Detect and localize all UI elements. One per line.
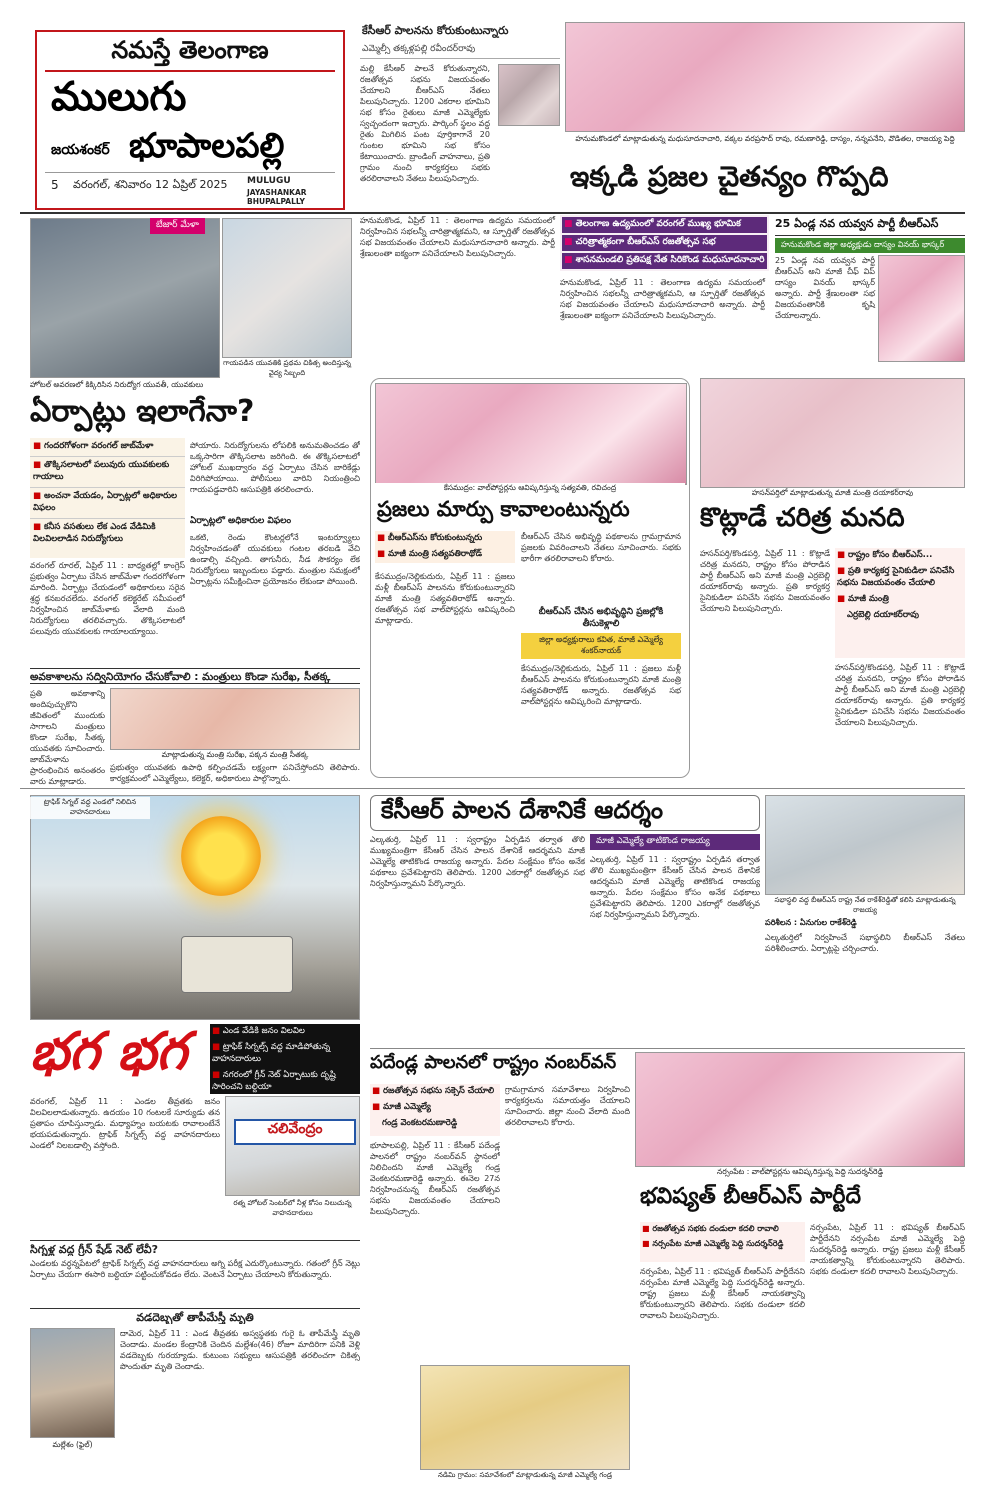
brs-25-body: 25 ఏండ్ల నవ యవ్వన పార్టీ బీఆర్ఎస్ అని మాజీ చీఫ్ విప్ దాస్యం వినయ్ భాస్కర్ అన్నారు. పార్టీ శ్రేణులంతా సభ విజయవంతానికి కృషి చేయాలన్నారు.	[775, 256, 875, 320]
kottlade-bullet-4: ఎర్రబెల్లి దయాకర్‌రావు	[847, 610, 920, 620]
heatstroke-body: దామెర, ఏప్రిల్ 11 : ఎండ తీవ్రతకు అస్వస్థతకు గురై ఓ తాపీమేస్త్రీ మృతి చెందాడు. మండల కేంద్రానికి చెందిన మల్లేశం(46) రోజూ మాదిరిగా పనికి వెళ్లి వడదెబ్బకు గురయ్యాడు. కుటుంబ సభ్యులు ఆసుపత్రికి తరలించగా చికిత్స పొందుతూ మృతి చెందాడు.	[120, 1329, 360, 1371]
arrangements-subhead: ఏర్పాట్లలో అధికారుల విఫలం	[190, 516, 292, 526]
telangana-line-1: ■ తెలంగాణ ఉద్యమంలో వరంగల్ ముఖ్య భూమిక	[562, 217, 767, 233]
bhaga-body: వరంగల్, ఏప్రిల్ 11 : ఎండల తీవ్రతకు జనం విలవిలలాడుతున్నారు. ఉదయం 10 గంటలకే సూర్యుడు తన ప్రతాపం చూపిస్తున్నాడు. మధ్యాహ్నం బయటకు రావాలంటేనే భయపడుతున్నారు. ట్రాఫిక్ సిగ్నల్స్ వద్ద వాహనదారులు ఎండలో నిలబడాల్సి వస్తోంది.	[30, 1097, 220, 1150]
brs-25-headline: 25 ఏండ్ల నవ యవ్వన పార్టీ బీఆర్ఎస్	[775, 215, 965, 236]
ministers-headline: అవకాశాలను సద్వినియోగం చేసుకోవాలి : మంత్రులు కొండా సురేఖ, సీతక్క	[30, 668, 360, 684]
edition-en-2: JAYASHANKAR BHUPALPALLY	[247, 188, 307, 206]
bus-shape	[181, 936, 293, 993]
first-aid-photo-caption: గాయపడిన యువతికి ప్రథమ చికిత్స అందిస్తున్న వైద్య సిబ్బంది	[222, 358, 352, 380]
page-number: 5	[51, 178, 59, 192]
center-article-body-right: బీఆర్ఎస్ చేసిన అభివృద్ధి పథకాలను గ్రామగ్రామాన ప్రజలకు వివరించాలని నేతలు సూచించారు. సభకు భారీగా తరలిరావాలని కోరారు.	[521, 532, 681, 563]
bazaar-tag: బేజార్ మేళా	[150, 218, 205, 234]
kcr-ideal-photo	[765, 795, 965, 895]
number-one-bullet-1: ■ రజతోత్సవ సభను సక్సెస్ చేయాలి	[370, 1084, 500, 1100]
edition-en-1: MULUGU	[247, 176, 291, 186]
water-cart-banner: చలివేంద్రం	[234, 1119, 356, 1145]
district-title-small: జయశంకర్	[51, 142, 110, 158]
kottlade-body-2: హసన్‌పర్తి/కొండపర్తి, ఏప్రిల్ 11 : కొట్లాడే చరిత్ర మనదని, రాష్ట్రం కోసం పోరాడిన పార్టీ బీఆర్ఎస్ అని మాజీ మంత్రి ఎర్రబెల్లి దయాకర్‌రావు అన్నారు. ప్రతి కార్యకర్త సైనికుడిలా పనిచేసి సభను విజయవంతం చేయాలని పిలుపునిచ్చారు.	[835, 663, 965, 727]
bhaga-bullet-3: ■ నగరంలో గ్రీన్ నెట్ ఏర్పాటుకు దృష్టి సారించని బల్దియా	[210, 1068, 360, 1094]
heatstroke-victim-photo	[30, 1328, 115, 1438]
future-photo	[635, 1052, 965, 1167]
kcr-ideal-body-2: ఎల్కతుర్తి, ఏప్రిల్ 11 : స్వరాష్ట్రం ఏర్పడిన తర్వాత తొలి ముఖ్యమంత్రిగా కేసీఆర్ చేసిన పాలన దేశానికే ఆదర్శమని మాజీ ఎమ్మెల్యే తాటికొండ రాజయ్య అన్నారు. పేదల సంక్షేమం కోసం అనేక పథకాలు ప్రవేశపెట్టారని తెలిపారు. 1200 ఎకరాల్లో రజతోత్సవ సభ నిర్వహిస్తున్నామని పేర్కొన్నారు.	[590, 855, 760, 919]
story-byline: ఎమ్మెల్సీ తక్కళ్లపల్లి రవీందర్‌రావు	[360, 42, 560, 59]
water-cart-caption: రత్న హోటల్ సెంటర్‌లో నీళ్ల కోసం నిలుచున్న వాహనదారులు	[225, 1198, 360, 1232]
future-body: నర్సంపేట, ఏప్రిల్ 11 : భవిష్యత్ బీఆర్ఎస్ పార్టీదేనని నర్సంపేట మాజీ ఎమ్మెల్యే పెద్ది సుదర్శన్‌రెడ్డి అన్నారు. రాష్ట్ర ప్రజలు మళ్లీ కేసీఆర్ నాయకత్వాన్ని కోరుకుంటున్నారని తెలిపారు. సభకు దండులా కదలి రావాలని పిలుపునిచ్చారు.	[640, 1267, 805, 1320]
district-title-bhupalpally: భూపాలపల్లి	[129, 126, 285, 166]
story-body: మల్లి కేసీఆర్ పాలనే కోరుతున్నారని, రజతోత్సవ సభను విజయవంతం చేయాలని బీఆర్ఎస్ నేతలు పిలుపునిచ్చారు. 1200 ఎకరాల భూమిని సభ కోసం రైతులు మాజీ ఎమ్మెల్యేకు స్వచ్ఛందంగా ఇచ్చారు. పార్కింగ్ స్థలం వద్ద రైతు మిగిలిన పంట పూర్తికాగానే 20 గుంటల భూమిని సభ కోసం కేటాయించారు. బ్రాండింగ్ వాహనాలు, ప్రతి గ్రామం నుంచి కార్యకర్తలు సభకు తరలిరావాలని నేతలు పిలుపునిచ్చారు.	[360, 64, 490, 183]
center-article-photo-caption: కేసముద్రం: వాల్‌పోస్టర్లను ఆవిష్కరిస్తున్న సత్యవతి, రవిచంద్ర	[375, 483, 685, 495]
traffic-photo-caption: ట్రాఫిక్ సిగ్నల్ వద్ద ఎండలో నిలిచిన వాహనదారులు	[30, 797, 150, 819]
arr-bullet-3: ■ అంచనా వేయడం, ఏర్పాట్లలో అధికారుల విఫలం	[30, 488, 185, 519]
number-one-photo-caption: నడిమి గ్రామం: సమావేశంలో మాట్లాడుతున్న మాజీ ఎమ్మెల్యే గండ్ర	[420, 1470, 630, 1482]
ministers-photo	[110, 688, 360, 750]
ministers-body-2: ప్రభుత్వం యువతకు ఉపాధి కల్పించడమే లక్ష్యంగా పనిచేస్తోందని తెలిపారు. కార్యక్రమంలో ఎమ్మెల్యేలు, కలెక్టర్, అధికారులు పాల్గొన్నారు.	[110, 763, 360, 783]
ministers-photo-caption: మాట్లాడుతున్న మంత్రి సురేఖ, పక్కన మంత్రి సీతక్క	[110, 750, 360, 760]
brand-name: నమస్తే తెలంగాణ	[111, 36, 269, 64]
kottlade-bullets	[835, 548, 965, 658]
arrangements-body-3: ఒకటి, రెండు కౌంటర్లలోనే ఇంటర్వ్యూలు నిర్వహించడంతో యువకులు గంటల తరబడి వేచి ఉండాల్సి వచ్చింది. తాగునీరు, నీడ సౌకర్యం లేక నిరుద్యోగులు ఇబ్బందులు పడ్డారు. మంత్రుల సమక్షంలో ఏర్పాట్లను సమీక్షించినా ప్రయోజనం లేకుండా పోయింది.	[190, 533, 360, 586]
kcr-ideal-photo-caption: సభాస్థలి వద్ద బీఆర్ఎస్ రాష్ట్ర నేత రాకేశ్‌రెడ్డితో కలిసి మాట్లాడుతున్న రాజయ్య	[765, 895, 965, 917]
mugshot-image	[498, 64, 560, 126]
masthead	[35, 30, 345, 210]
telangana-body: హనుమకొండ, ఏప్రిల్ 11 : తెలంగాణ ఉద్యమ సమయంలో నిర్వహించిన సభలన్నీ చారిత్రాత్మకమని, ఆ స్ఫూర్తితో రజతోత్సవ సభ విజయవంతం చేయాలని మధుసూదనాచారి అన్నారు. పార్టీ శ్రేణులంతా ఐక్యంగా పనిచేయాలని పిలుపునిచ్చారు.	[360, 216, 555, 258]
arrangements-body-1: వరంగల్ రూరల్, ఏప్రిల్ 11 : బాధ్యతల్లో కాంగ్రెస్ ప్రభుత్వం ఏర్పాటు చేసిన జాబ్‌మేళా గందరగోళంగా మారింది. ఏర్పాట్లు చేయడంలో అధికారులు సరైన శ్రద్ధ కనబరచలేదు. వరంగల్ కలెక్టరేట్ సమీపంలో నిర్వహించిన జాబ్‌మేళాకు వేలాది మంది నిరుద్యోగులు తరలివచ్చారు. తొక్కిసలాటలో పలువురు యువకులకు గాయాలయ్యాయి.	[30, 561, 185, 636]
kottlade-headline: కొట్లాడే చరిత్ర మనది	[700, 503, 905, 533]
arrangements-headline: ఏర్పాట్లు ఇలాగేనా?	[30, 394, 255, 429]
brs-25-article	[775, 215, 965, 365]
center-article-photo	[375, 383, 687, 485]
kottlade-photo	[700, 378, 965, 488]
kottlade-bullet-1: ■ రాష్ట్రం కోసం బీఆర్ఎస్...	[835, 548, 965, 564]
brs-leaders-photo	[565, 22, 965, 132]
future-photo-caption: నర్సంపేట : వాల్‌పోస్టర్లను ఆవిష్కరిస్తున్న పెద్ది సుదర్శన్‌రెడ్డి	[635, 1167, 965, 1179]
kottlade-body: హసన్‌పర్తి/కొండపర్తి, ఏప్రిల్ 11 : కొట్లాడే చరిత్ర మనదని, రాష్ట్రం కోసం పోరాడిన పార్టీ బీఆర్ఎస్ అని మాజీ మంత్రి ఎర్రబెల్లి దయాకర్‌రావు అన్నారు. ప్రతి కార్యకర్త సైనికుడిలా పనిచేసి సభను విజయవంతం చేయాలని పిలుపునిచ్చారు.	[700, 549, 830, 613]
kcr-ideal-headline: కేసీఆర్ పాలన దేశానికే ఆదర్శం	[370, 795, 760, 831]
sun-icon	[181, 816, 261, 896]
number-one-bullet-3: గండ్ర వెంకటరమణారెడ్డి	[382, 1118, 458, 1128]
bhaga-bullets	[210, 1024, 360, 1094]
number-one-bullets	[370, 1084, 500, 1136]
traffic-signal-photo	[30, 795, 360, 1020]
center-bullet-1: ■ బీఆర్ఎస్‌ను కోరుకుంటున్నరు	[375, 531, 515, 547]
bhaga-bullet-2: ■ ట్రాఫిక్ సిగ్నల్స్ వద్ద మాడిపోతున్న వాహనదారులు	[210, 1040, 360, 1068]
heatstroke-photo-caption: మల్లేశం (ఫైల్)	[30, 1440, 115, 1452]
kcr-ideal-side-body: ఎల్కతుర్తిలో నిర్వహించే సభాస్థలిని బీఆర్ఎస్ నేతలు పరిశీలించారు. ఏర్పాట్లపై చర్చించారు.	[765, 933, 965, 953]
number-one-body: భూపాలపల్లి, ఏప్రిల్ 11 : కేసీఆర్ పదేండ్ల పాలనలో రాష్ట్రం నంబర్‌వన్ స్థానంలో నిలిచిందని మాజీ ఎమ్మెల్యే గండ్ర వెంకటరమణారెడ్డి అన్నారు. ఈనెల 27న నిర్వహించనున్న బీఆర్ఎస్ రజతోత్సవ సభను విజయవంతం చేయాలని పిలుపునిచ్చారు.	[370, 1141, 500, 1216]
first-aid-photo	[222, 218, 352, 358]
center-article-body-right-2: కేసముద్రం/నెల్లికుదురు, ఏప్రిల్ 11 : ప్రజలు మళ్లీ బీఆర్ఎస్ పాలనను కోరుకుంటున్నారని మాజీ మంత్రి సత్యవతిరాథోడ్ అన్నారు. రజతోత్సవ సభ వాల్‌పోస్టర్లను ఆవిష్కరించి మాట్లాడారు.	[521, 664, 681, 706]
number-one-photo	[420, 1365, 630, 1470]
telangana-line-2: ■ చరిత్రాత్మకంగా బీఆర్ఎస్ రజతోత్సవ సభ	[562, 235, 767, 251]
top-right-headline: ఇక్కడి ప్రజల చైతన్యం గొప్పది	[570, 160, 889, 193]
telangana-body-2: హనుమకొండ, ఏప్రిల్ 11 : తెలంగాణ ఉద్యమ సమయంలో నిర్వహించిన సభలన్నీ చారిత్రాత్మకమని, ఆ స్ఫూర్తితో రజతోత్సవ సభ విజయవంతం చేయాలని మధుసూదనాచారి అన్నారు. పార్టీ శ్రేణులంతా ఐక్యంగా పనిచేయాలని పిలుపునిచ్చారు.	[560, 278, 765, 320]
arrangements-body-2: పోయారు. నిరుద్యోగులను లోపలికి అనుమతించడం తో ఒక్కసారిగా తొక్కిసలాట జరిగింది. ఈ తొక్కిసలాటలో హోటల్ ముఖద్వారం వద్ద ఏర్పాటు చేసిన బారికేడ్లు విరిగిపోయాయి. పోలీసులు వారిని నియంత్రించి గాయపడ్డవారిని ఆసుపత్రికి తరలించారు.	[190, 441, 360, 494]
green-net-body: ఎండలకు వర్ధన్నపేటలో ట్రాఫిక్ సిగ్నల్స్ వద్ద వాహనదారులు అగ్ని పరీక్ష ఎదుర్కొంటున్నారు. గతంలో గ్రీన్ నెట్లు ఏర్పాటు చేయగా ఈసారి బల్దియా పట్టించుకోవడం లేదు. వెంటనే ఏర్పాటు చేయాలని కోరుతున్నారు.	[30, 1259, 360, 1279]
dateline: వరంగల్, శనివారం 12 ఏప్రిల్ 2025	[73, 178, 228, 191]
kcr-ideal-tag: మాజీ ఎమ్మెల్యే తాటికొండ రాజయ్య	[590, 834, 760, 850]
green-net-headline: సిగ్నళ్ల వద్ద గ్రీన్ షేడ్ నెట్ లేవీ?	[30, 1240, 360, 1256]
kcr-ideal-side-head: పరిశీలన : ఏనుగుల రాకేశ్‌రెడ్డి	[765, 918, 857, 927]
center-quote-title: బీఆర్ఎస్ చేసిన అభివృద్ధిని ప్రజల్లోకి తీసుకెళ్లాలి	[538, 607, 664, 629]
kottlade-bullet-2: ■ ప్రతి కార్యకర్త సైనికుడిలా పనిచేసి సభను విజయవంతం చేయాలి	[835, 564, 965, 592]
future-body-2: నర్సంపేట, ఏప్రిల్ 11 : భవిష్యత్ బీఆర్ఎస్ పార్టీదేనని నర్సంపేట మాజీ ఎమ్మెల్యే పెద్ది సుదర్శన్‌రెడ్డి అన్నారు. రాష్ట్ర ప్రజలు మళ్లీ కేసీఆర్ నాయకత్వాన్ని కోరుకుంటున్నారని తెలిపారు. సభకు దండులా కదలి రావాలని పిలుపునిచ్చారు.	[810, 1223, 965, 1276]
kottlade-photo-caption: హసన్‌పర్తిలో మాట్లాడుతున్న మాజీ మంత్రి దయాకర్‌రావు	[700, 488, 965, 500]
brs-leaders-photo-caption: హనుమకొండలో మాట్లాడుతున్న మధుసూదనాచారి, వక్కల వరప్రసాద్ రావు, రమణారెడ్డి, దాస్యం, నన్నపనేని, వొడితల, రాజయ్య పెద్ది	[565, 134, 965, 156]
kottlade-bullet-3: ■ మాజీ మంత్రి	[835, 592, 965, 608]
number-one-body-2: గ్రామగ్రామాన సమావేశాలు నిర్వహించి కార్యకర్తలను సమాయత్తం చేయాలని సూచించారు. జిల్లా నుంచి వేలాది మంది తరలిరావాలని కోరారు.	[505, 1085, 630, 1127]
district-title-mulugu: ములుగు	[51, 74, 187, 120]
top-center-story	[360, 20, 560, 210]
brs-25-sub: హనుమకొండ జిల్లా అధ్యక్షుడు దాస్యం వినయ్ భాస్కర్	[775, 238, 965, 253]
arrangements-bullets	[30, 438, 185, 558]
arr-bullet-1: ■ గందరగోళంగా వరంగల్ జాబ్‌మేళా	[30, 438, 185, 457]
center-quote-byline: జిల్లా అధ్యక్షురాలు కవిత, మాజీ ఎమ్మెల్యే శంకర్‌నాయక్	[521, 633, 681, 659]
arr-bullet-4: ■ కనీస వసతులు లేక ఎండ వేడిమికి విలవిలలాడిన నిరుద్యోగులు	[30, 519, 185, 549]
water-cart-photo	[225, 1096, 360, 1196]
jobmela-crowd-photo	[30, 218, 220, 378]
number-one-bullet-2: ■ మాజీ ఎమ్మెల్యే	[370, 1100, 500, 1116]
bhaga-bullet-1: ■ ఎండ వేడికి జనం విలవిల	[210, 1024, 360, 1040]
jobmela-crowd-caption: హోటల్ అవరణలో కిక్కిరిసిన నిరుద్యోగ యువతీ, యువకులు	[30, 380, 355, 392]
center-bullet-2: ■ మాజీ మంత్రి సత్యవతిరాథోడ్	[375, 547, 515, 563]
brs-25-photo	[878, 255, 965, 362]
number-one-headline: పదేండ్ల పాలనలో రాష్ట్రం నంబర్‌వన్	[370, 1052, 617, 1073]
future-headline: భవిష్యత్ బీఆర్ఎస్ పార్టీదే	[640, 1184, 861, 1209]
heatstroke-headline: వడదెబ్బతో తాపీమేస్త్రీ మృతి	[30, 1308, 360, 1324]
future-bullets	[640, 1222, 805, 1262]
telangana-movement-article	[360, 215, 770, 365]
future-bullet-2: ■ నర్సంపేట మాజీ ఎమ్మెల్యే పెద్ది సుదర్శన్‌రెడ్డి	[640, 1237, 805, 1252]
center-article-box	[370, 378, 690, 778]
bhaga-headline: భగ భగ	[30, 1022, 187, 1082]
story-kicker: కేసీఆర్ పాలనను కోరుకుంటున్నారు	[362, 24, 509, 37]
kcr-ideal-body: ఎల్కతుర్తి, ఏప్రిల్ 11 : స్వరాష్ట్రం ఏర్పడిన తర్వాత తొలి ముఖ్యమంత్రిగా కేసీఆర్ చేసిన పాలన దేశానికే ఆదర్శమని మాజీ ఎమ్మెల్యే తాటికొండ రాజయ్య అన్నారు. పేదల సంక్షేమం కోసం అనేక పథకాలు ప్రవేశపెట్టారని తెలిపారు. 1200 ఎకరాల్లో రజతోత్సవ సభ నిర్వహిస్తున్నామని పేర్కొన్నారు.	[370, 835, 585, 888]
ministers-body-1: ప్రతి అవకాశాన్ని అందిపుచ్చుకొని జీవితంలో ముందుకు సాగాలని మంత్రులు కొండా సురేఖ, సీతక్క యువతకు సూచించారు. జాబ్‌మేళాను ప్రారంభించిన అనంతరం వారు మాట్లాడారు.	[30, 689, 105, 786]
arr-bullet-2: ■ తొక్కిసలాటలో పలువురు యువకులకు గాయాలు	[30, 457, 185, 488]
telangana-line-3: ■ శాసనమండలి ప్రతిపక్ష నేత సిరికొండ మధుసూదనాచారి	[562, 253, 767, 269]
future-bullet-1: ■ రజతోత్సవ సభకు దండులా కదలి రావాలి	[640, 1222, 805, 1237]
center-article-headline: ప్రజలు మార్పు కావాలంటున్నరు	[377, 497, 630, 521]
center-article-body: కేసముద్రం/నెల్లికుదురు, ఏప్రిల్ 11 : ప్రజలు మళ్లీ బీఆర్ఎస్ పాలనను కోరుకుంటున్నారని మాజీ మంత్రి సత్యవతిరాథోడ్ అన్నారు. రజతోత్సవ సభ వాల్‌పోస్టర్లను ఆవిష్కరించి మాట్లాడారు.	[375, 572, 515, 625]
